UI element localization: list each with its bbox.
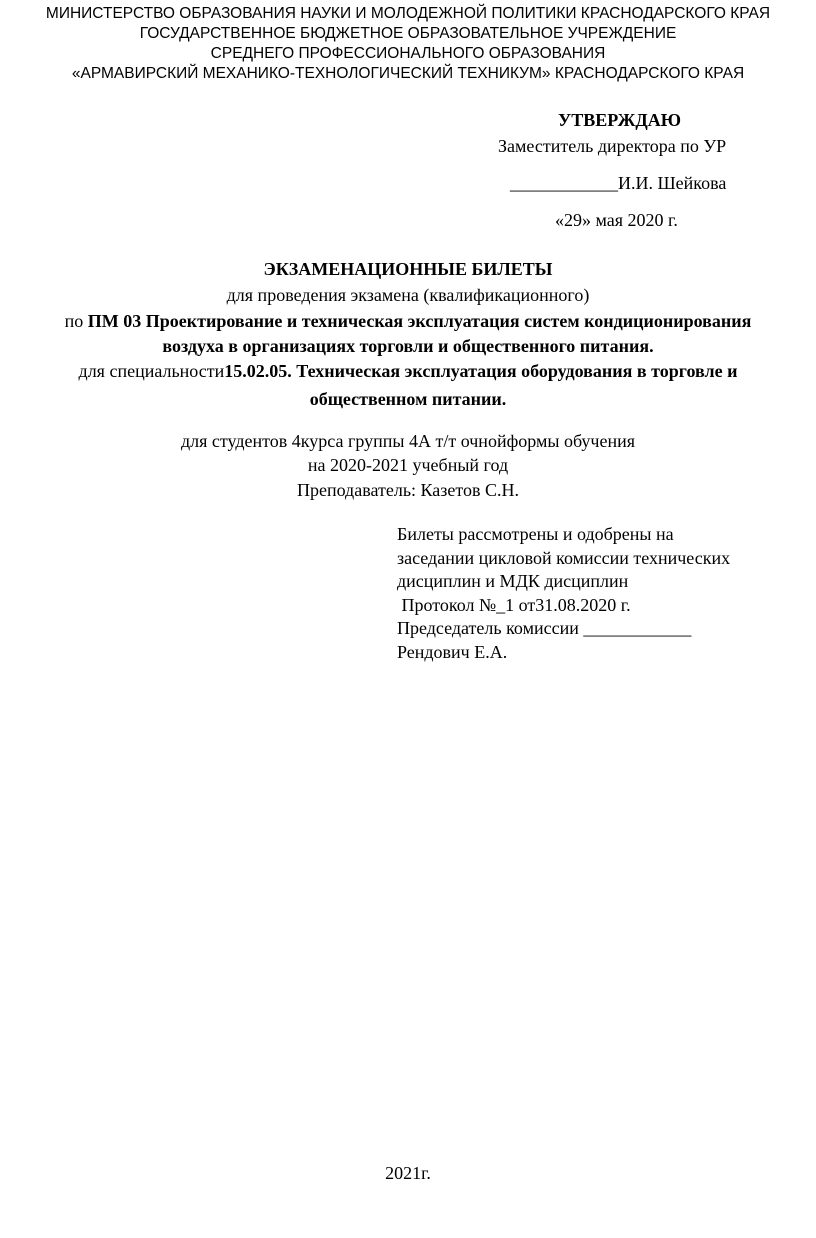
module-prefix: по (64, 311, 88, 331)
commission-block (397, 523, 730, 664)
header-institution-name: «АРМАВИРСКИЙ МЕХАНИКО-ТЕХНОЛОГИЧЕСКИЙ ТЕХНИКУМ» КРАСНОДАРСКОГО КРАЯ (71, 65, 745, 82)
commission-line-3: дисциплин и МДК дисциплин (397, 571, 629, 591)
commission-chairman: Председатель комиссии ____________ (397, 618, 692, 638)
header-education-level: СРЕДНЕГО ПРОФЕССИОНАЛЬНОГО ОБРАЗОВАНИЯ (210, 45, 606, 62)
commission-chairman-name: Рендович Е.А. (397, 641, 508, 662)
specialty-name-part-1: 15.02.05. Техническая эксплуатация оборудования в торговле и (224, 361, 738, 381)
approval-signature (510, 173, 726, 194)
commission-line-2: заседании цикловой комиссии технических (397, 547, 731, 568)
specialty-line-1 (0, 361, 816, 382)
students-info: для студентов 4курса группы 4А т/т очнойформы обучения (180, 431, 636, 451)
document-year: 2021г. (385, 1163, 431, 1183)
approval-title: УТВЕРЖДАЮ (558, 110, 682, 130)
module-line-2: воздуха в организациях торговли и общественного питания. (162, 336, 654, 356)
approval-date: «29» мая 2020 г. (555, 210, 678, 230)
signature-line: ____________ (510, 173, 618, 193)
commission-line-1: Билеты рассмотрены и одобрены на (397, 524, 674, 544)
commission-protocol: Протокол №_1 от31.08.2020 г. (397, 594, 631, 615)
header-institution-type: ГОСУДАРСТВЕННОЕ БЮДЖЕТНОЕ ОБРАЗОВАТЕЛЬНОЕ УЧРЕЖДЕНИЕ (139, 25, 677, 42)
specialty-line-2: общественном питании. (309, 389, 507, 409)
academic-year: на 2020-2021 учебный год (307, 455, 509, 475)
module-line-1 (0, 311, 816, 332)
approval-position: Заместитель директора по УР (498, 136, 727, 156)
tickets-title: ЭКЗАМЕНАЦИОННЫЕ БИЛЕТЫ (263, 259, 553, 279)
specialty-prefix: для специальности (78, 361, 225, 381)
module-name-part-1: ПМ 03 Проектирование и техническая эксплуатация систем кондиционирования (87, 311, 752, 331)
header-ministry: МИНИСТЕРСТВО ОБРАЗОВАНИЯ НАУКИ И МОЛОДЕЖНОЙ ПОЛИТИКИ КРАСНОДАРСКОГО КРАЯ (45, 5, 771, 22)
tickets-purpose: для проведения экзамена (квалификационного) (226, 285, 590, 305)
teacher-info: Преподаватель: Казетов С.Н. (296, 480, 520, 500)
approver-name: И.И. Шейкова (618, 173, 727, 193)
institution-header (0, 4, 816, 84)
